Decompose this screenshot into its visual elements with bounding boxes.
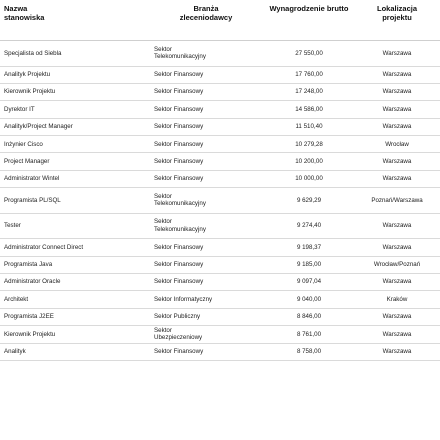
- cell-sector-text: Sektor Finansowy: [154, 123, 204, 131]
- table-row: [0, 118, 440, 135]
- cell-position: Programista PL/SQL: [0, 188, 148, 214]
- cell-salary: 9 629,29: [264, 188, 354, 214]
- cell-position: Programista Java: [0, 256, 148, 273]
- cell-salary: 10 200,00: [264, 153, 354, 170]
- cell-location: Warszawa: [354, 101, 440, 118]
- cell-location: Poznań/Warszawa: [354, 188, 440, 214]
- cell-sector: [148, 239, 264, 256]
- table-row: [0, 41, 440, 67]
- cell-location: Warszawa: [354, 239, 440, 256]
- header-sector: [148, 0, 264, 41]
- cell-salary: 9 040,00: [264, 291, 354, 308]
- cell-sector-text: Sektor Telekomunikacyjny: [154, 192, 206, 208]
- cell-salary: 10 000,00: [264, 170, 354, 187]
- cell-sector: [148, 274, 264, 291]
- cell-location: Warszawa: [354, 41, 440, 67]
- cell-location: Warszawa: [354, 308, 440, 325]
- cell-salary: 17 248,00: [264, 83, 354, 100]
- header-salary-text: Wynagrodzenie brutto: [269, 4, 349, 13]
- cell-location: Warszawa: [354, 118, 440, 135]
- cell-sector: [148, 308, 264, 325]
- cell-sector-text: Sektor Finansowy: [154, 261, 204, 269]
- table-row: [0, 343, 440, 360]
- cell-sector: [148, 83, 264, 100]
- cell-sector-text: Sektor Finansowy: [154, 243, 204, 251]
- cell-sector-text: Sektor Telekomunikacyjny: [154, 45, 206, 61]
- cell-sector-text: Sektor Ubezpieczeniowy: [154, 326, 203, 342]
- cell-sector-text: Sektor Finansowy: [154, 278, 204, 286]
- table-row: [0, 101, 440, 118]
- header-row: [0, 0, 440, 41]
- cell-salary: 10 279,28: [264, 136, 354, 153]
- cell-sector: [148, 256, 264, 273]
- cell-position: Analityk Projektu: [0, 66, 148, 83]
- header-sector-text: Branża zleceniodawcy: [179, 4, 233, 22]
- table-header: [0, 0, 440, 41]
- table-row: [0, 213, 440, 239]
- cell-sector-text: Sektor Finansowy: [154, 157, 204, 165]
- cell-position: Analityk: [0, 343, 148, 360]
- cell-position: Administrator Connect Direct: [0, 239, 148, 256]
- cell-sector: [148, 326, 264, 343]
- table-body: [0, 41, 440, 361]
- cell-salary: 27 550,00: [264, 41, 354, 67]
- cell-position: Kierownik Projektu: [0, 83, 148, 100]
- cell-sector-text: Sektor Finansowy: [154, 140, 204, 148]
- table-row: [0, 291, 440, 308]
- cell-sector-text: Sektor Finansowy: [154, 348, 204, 356]
- cell-salary: 11 510,40: [264, 118, 354, 135]
- cell-position: Administrator Wintel: [0, 170, 148, 187]
- cell-sector: [148, 66, 264, 83]
- cell-sector: [148, 291, 264, 308]
- cell-sector: [148, 136, 264, 153]
- cell-salary: 8 758,00: [264, 343, 354, 360]
- cell-sector-text: Sektor Finansowy: [154, 105, 204, 113]
- cell-salary: 9 274,40: [264, 213, 354, 239]
- table-row: [0, 66, 440, 83]
- header-position-text: Nazwa stanowiska: [4, 4, 45, 22]
- table-row: [0, 170, 440, 187]
- cell-location: Wrocław/Poznań: [354, 256, 440, 273]
- cell-location: Warszawa: [354, 343, 440, 360]
- cell-position: Kierownik Projektu: [0, 326, 148, 343]
- table-row: [0, 326, 440, 343]
- cell-position: Architekt: [0, 291, 148, 308]
- cell-sector: [148, 188, 264, 214]
- table-row: [0, 274, 440, 291]
- header-position: [0, 0, 148, 41]
- cell-position: Inżynier Cisco: [0, 136, 148, 153]
- cell-location: Warszawa: [354, 83, 440, 100]
- cell-sector-text: Sektor Telekomunikacyjny: [154, 218, 206, 233]
- cell-sector: [148, 213, 264, 239]
- cell-sector-text: Sektor Finansowy: [154, 70, 204, 78]
- cell-salary: 17 760,00: [264, 66, 354, 83]
- cell-location: Warszawa: [354, 274, 440, 291]
- cell-salary: 8 761,00: [264, 326, 354, 343]
- cell-location: Warszawa: [354, 326, 440, 343]
- cell-sector: [148, 118, 264, 135]
- cell-salary: 9 185,00: [264, 256, 354, 273]
- cell-position: Analityk/Project Manager: [0, 118, 148, 135]
- cell-salary: 9 097,04: [264, 274, 354, 291]
- table-row: [0, 83, 440, 100]
- cell-location: Warszawa: [354, 213, 440, 239]
- table-row: [0, 256, 440, 273]
- cell-sector: [148, 101, 264, 118]
- table-row: [0, 308, 440, 325]
- cell-position: Tester: [0, 213, 148, 239]
- cell-salary: 9 198,37: [264, 239, 354, 256]
- cell-location: Warszawa: [354, 153, 440, 170]
- cell-sector-text: Sektor Publiczny: [154, 313, 201, 321]
- table-row: [0, 153, 440, 170]
- cell-sector: [148, 343, 264, 360]
- cell-position: Administrator Oracle: [0, 274, 148, 291]
- table-row: [0, 239, 440, 256]
- cell-position: Dyrektor IT: [0, 101, 148, 118]
- cell-position: Programista J2EE: [0, 308, 148, 325]
- cell-sector: [148, 153, 264, 170]
- cell-sector: [148, 41, 264, 67]
- cell-position: Project Manager: [0, 153, 148, 170]
- cell-location: Warszawa: [354, 66, 440, 83]
- cell-location: Kraków: [354, 291, 440, 308]
- header-location-text: Lokalizacja projektu: [376, 4, 418, 22]
- header-location: [354, 0, 440, 41]
- table-row: [0, 188, 440, 214]
- cell-salary: 14 586,00: [264, 101, 354, 118]
- cell-sector: [148, 170, 264, 187]
- cell-sector-text: Sektor Finansowy: [154, 175, 204, 183]
- cell-location: Warszawa: [354, 170, 440, 187]
- header-salary: [264, 0, 354, 41]
- cell-location: Wrocław: [354, 136, 440, 153]
- cell-sector-text: Sektor Finansowy: [154, 88, 204, 96]
- cell-salary: 8 846,00: [264, 308, 354, 325]
- cell-position: Specjalista od Siebla: [0, 41, 148, 67]
- cell-sector-text: Sektor Informatyczny: [154, 295, 213, 303]
- table-row: [0, 136, 440, 153]
